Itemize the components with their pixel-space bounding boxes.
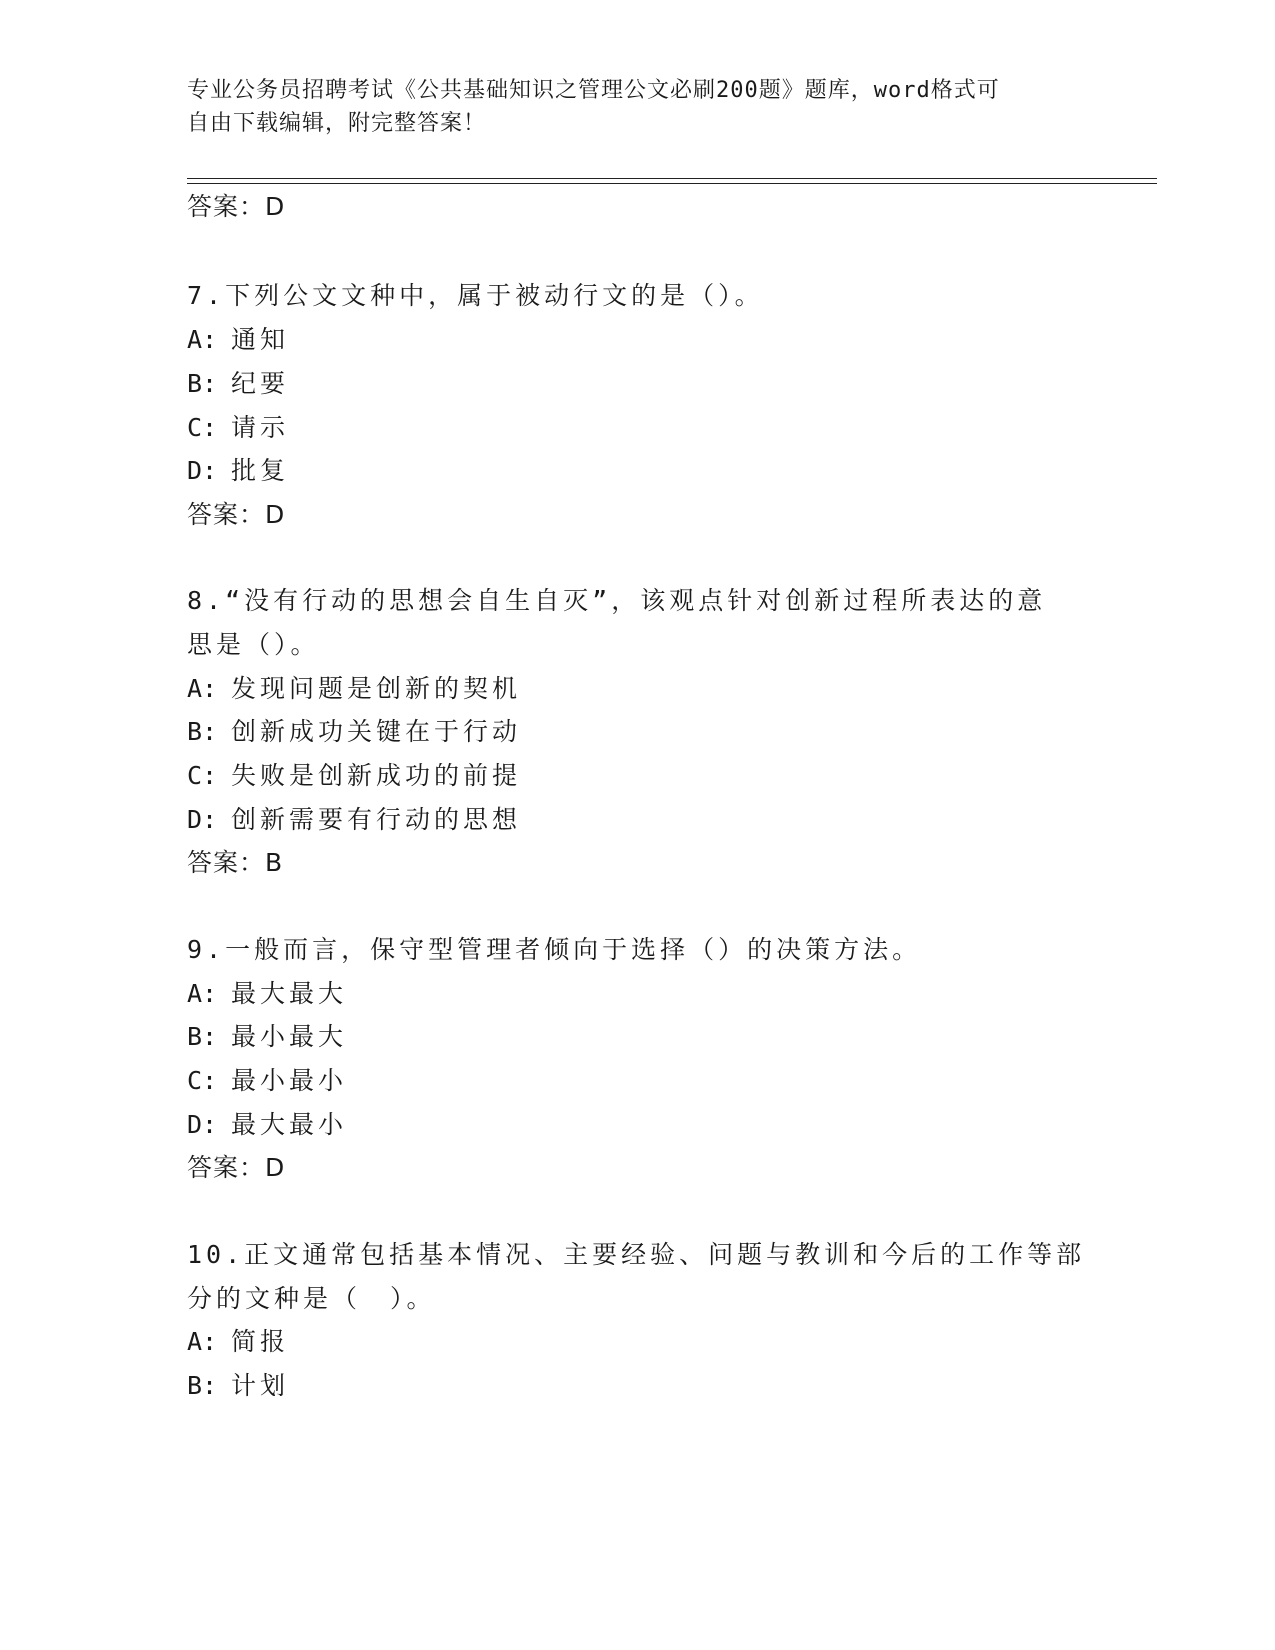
question-9-option-c bbox=[187, 1066, 347, 1096]
question-10-option-b bbox=[187, 1371, 289, 1401]
header-line-2: 自由下载编辑，附完整答案！ bbox=[187, 111, 487, 136]
question-8-option-b bbox=[187, 717, 521, 747]
question-8-option-a bbox=[187, 674, 521, 704]
option-text: 通知 bbox=[231, 325, 290, 354]
option-letter: D: bbox=[187, 456, 218, 485]
answer-q7: 答案：D bbox=[187, 500, 286, 529]
option-letter: C: bbox=[187, 413, 218, 442]
option-letter: D: bbox=[187, 805, 218, 834]
header-divider-bottom bbox=[187, 183, 1157, 184]
question-8-stem-line-1: 8.“没有行动的思想会自生自灭”，该观点针对创新过程所表达的意 bbox=[187, 586, 1047, 615]
question-8-stem-line-2: 思是（）。 bbox=[187, 630, 320, 659]
option-text: 简报 bbox=[231, 1327, 290, 1356]
option-text: 发现问题是创新的契机 bbox=[231, 674, 522, 703]
option-text: 最小最大 bbox=[231, 1022, 348, 1051]
question-9-option-d bbox=[187, 1110, 347, 1140]
question-9-stem: 9.一般而言，保守型管理者倾向于选择（）的决策方法。 bbox=[187, 935, 922, 964]
option-letter: A: bbox=[187, 1327, 218, 1356]
option-letter: D: bbox=[187, 1110, 218, 1139]
option-text: 最大最大 bbox=[231, 979, 348, 1008]
question-7-stem: 7.下列公文文种中，属于被动行文的是（）。 bbox=[187, 281, 764, 310]
option-letter: B: bbox=[187, 717, 218, 746]
question-10-stem-line-1: 10.正文通常包括基本情况、主要经验、问题与教训和今后的工作等部 bbox=[187, 1240, 1086, 1269]
option-letter: B: bbox=[187, 369, 218, 398]
header-line-1: 专业公务员招聘考试《公共基础知识之管理公文必刷200题》题库，word格式可 bbox=[187, 78, 1000, 103]
option-text: 最小最小 bbox=[231, 1066, 348, 1095]
option-letter: B: bbox=[187, 1022, 218, 1051]
option-letter: A: bbox=[187, 979, 218, 1008]
option-text: 创新成功关键在于行动 bbox=[231, 717, 522, 746]
answer-q6: 答案：D bbox=[187, 192, 286, 221]
answer-q9: 答案：D bbox=[187, 1153, 286, 1182]
header-divider-top bbox=[187, 178, 1157, 179]
document-header bbox=[187, 74, 1067, 140]
question-10-stem-line-2: 分的文种是（ ）。 bbox=[187, 1284, 436, 1313]
question-7-option-a bbox=[187, 325, 289, 355]
option-text: 失败是创新成功的前提 bbox=[231, 761, 522, 790]
option-text: 批复 bbox=[231, 456, 290, 485]
question-10-option-a bbox=[187, 1327, 289, 1357]
answer-q8: 答案：B bbox=[187, 848, 284, 877]
option-text: 计划 bbox=[231, 1371, 290, 1400]
option-text: 请示 bbox=[231, 413, 290, 442]
option-text: 最大最小 bbox=[231, 1110, 348, 1139]
option-letter: C: bbox=[187, 1066, 218, 1095]
question-7-option-c bbox=[187, 413, 289, 443]
question-7-option-b bbox=[187, 369, 289, 399]
option-letter: C: bbox=[187, 761, 218, 790]
option-letter: B: bbox=[187, 1371, 218, 1400]
question-7-option-d bbox=[187, 456, 289, 486]
option-text: 创新需要有行动的思想 bbox=[231, 805, 522, 834]
option-text: 纪要 bbox=[231, 369, 290, 398]
question-8-option-c bbox=[187, 761, 521, 791]
option-letter: A: bbox=[187, 325, 218, 354]
option-letter: A: bbox=[187, 674, 218, 703]
question-9-option-a bbox=[187, 979, 347, 1009]
question-9-option-b bbox=[187, 1022, 347, 1052]
question-8-option-d bbox=[187, 805, 521, 835]
